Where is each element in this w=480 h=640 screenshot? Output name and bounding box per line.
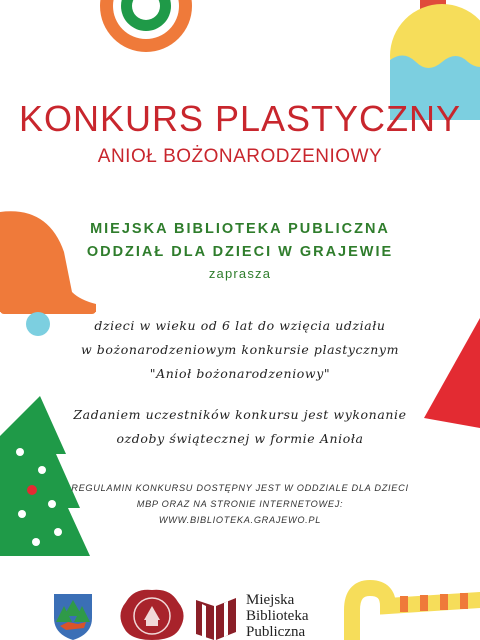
library-logo-line-1: Miejska bbox=[246, 592, 295, 608]
organizer-line-1: MIEJSKA BIBLIOTEKA PUBLICZNA bbox=[90, 221, 390, 237]
description-line-3: "Anioł bożonarodzeniowy" bbox=[149, 366, 331, 381]
poster-subtitle: ANIOŁ BOŻONARODZENIOWY bbox=[97, 146, 383, 167]
poster-title: KONKURS PLASTYCZNY bbox=[18, 98, 462, 139]
organizer-line-2: ODDZIAŁ DLA DZIECI W GRAJEWIE bbox=[86, 244, 394, 260]
book-stack-logo-icon bbox=[192, 594, 242, 640]
town-coat-of-arms-logo bbox=[52, 592, 94, 640]
description-line-2: w bożonarodzeniowym konkursie plastycznym bbox=[80, 342, 400, 357]
description-line-1: dzieci w wieku od 6 lat do wzięcia udziału bbox=[94, 318, 386, 333]
ring-ornament-icon bbox=[96, 0, 196, 62]
task-line-2: ozdoby świątecznej w formie Anioła bbox=[116, 431, 364, 446]
candy-cane-icon bbox=[330, 570, 480, 640]
library-logo-line-2: Biblioteka bbox=[246, 608, 309, 624]
rules-line-2: MBP ORAZ NA STRONIE INTERNETOWEJ: bbox=[136, 499, 344, 509]
library-logo-line-3: Publiczna bbox=[246, 624, 306, 640]
wax-seal-logo bbox=[116, 588, 188, 640]
invites-text: zaprasza bbox=[208, 266, 272, 281]
rules-line-3[interactable]: WWW.BIBLIOTEKA.GRAJEWO.PL bbox=[158, 515, 322, 525]
rules-line-1: REGULAMIN KONKURSU DOSTĘPNY JEST W ODDZIALE DLA DZIECI bbox=[71, 483, 409, 493]
task-line-1: Zadaniem uczestników konkursu jest wykonanie bbox=[73, 407, 407, 422]
